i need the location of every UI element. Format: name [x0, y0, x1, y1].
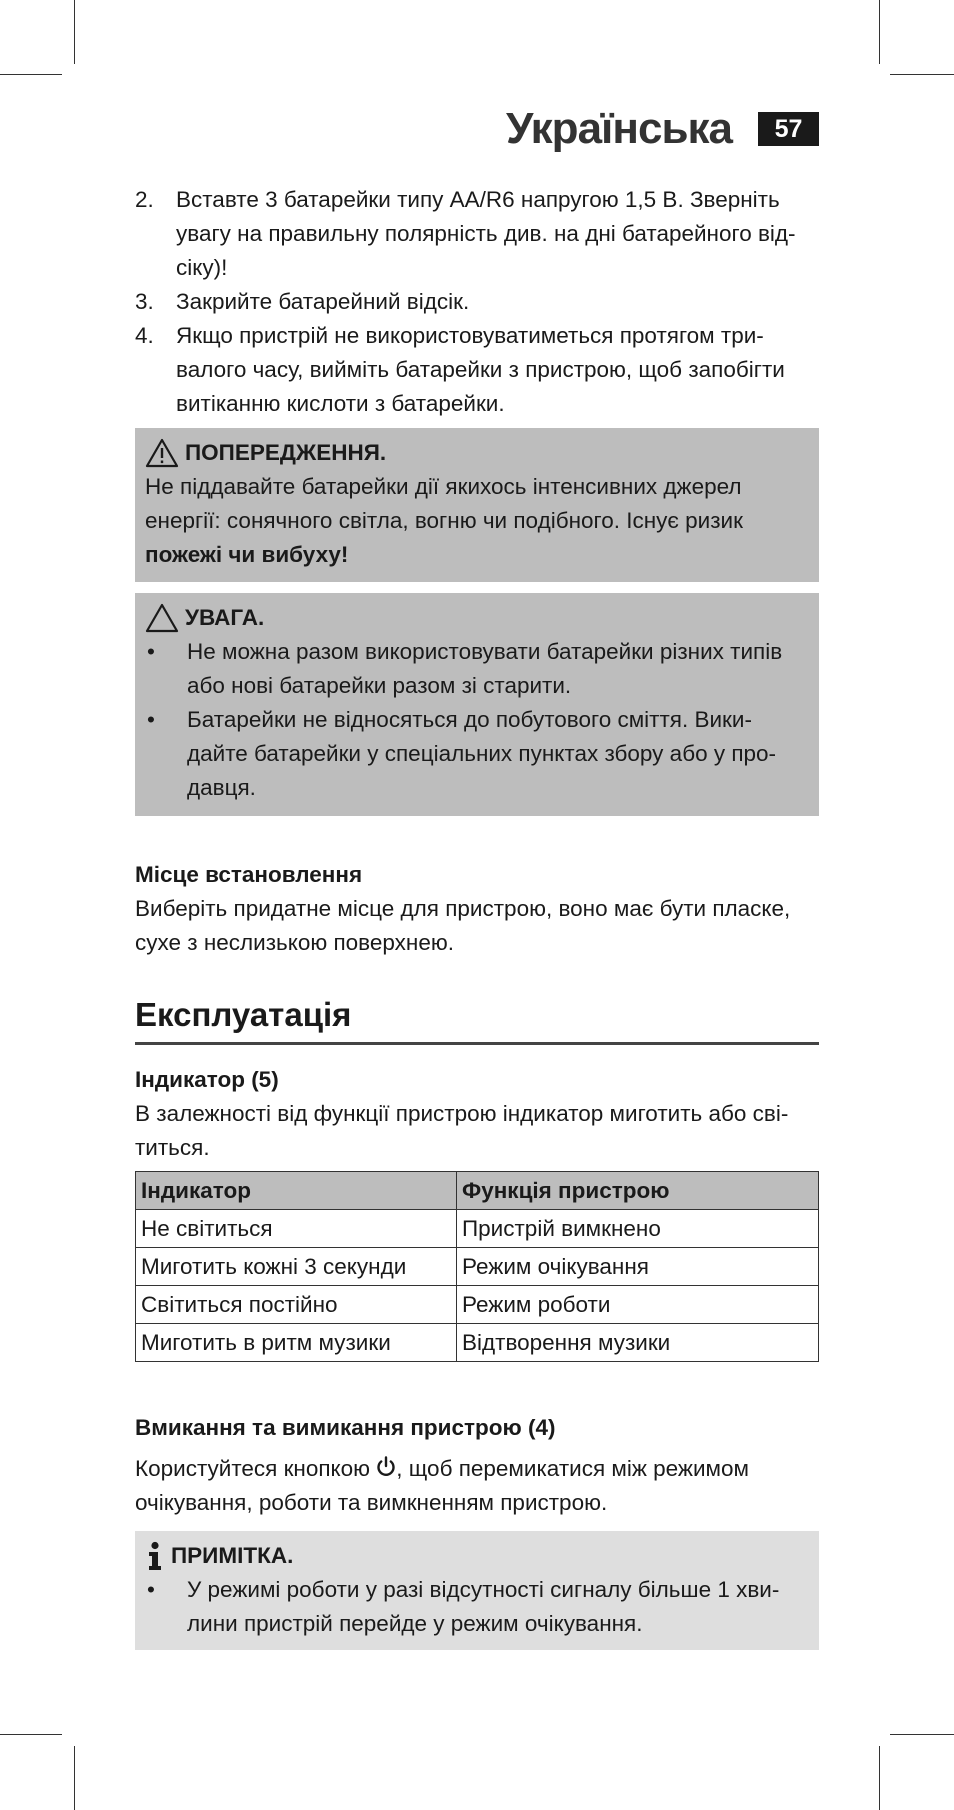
warning-triangle-icon: [145, 438, 179, 468]
note-title: ПРИМІТКА.: [145, 1539, 809, 1573]
list-item: 3. Закрийте батарейний відсік.: [135, 289, 470, 314]
warning-box: [135, 428, 819, 582]
caution-title: УВАГА.: [145, 601, 809, 635]
table-row: [136, 1286, 819, 1324]
table-cell: Режим роботи: [457, 1286, 819, 1324]
caution-triangle-icon: [145, 603, 179, 633]
power-icon: [376, 1456, 396, 1478]
indicator-table: [135, 1171, 819, 1362]
warning-title: ПОПЕРЕДЖЕННЯ.: [145, 436, 809, 470]
table-header: Індикатор: [136, 1172, 457, 1210]
table-cell: Не світиться: [136, 1210, 457, 1248]
crop-mark: [0, 1734, 62, 1735]
list-item: 2. Вставте 3 батарейки типу AA/R6 напругою 1,5 В. Зверніть увагу на правильну полярність див. на дні батарейного від-сіку)!: [135, 187, 796, 280]
table-row: [136, 1324, 819, 1362]
location-heading: Місце встановлення: [135, 862, 363, 887]
crop-mark: [0, 74, 62, 75]
note-list: [145, 1573, 809, 1641]
list-item: 4. Якщо пристрій не використовуватиметься протягом три-валого часу, вийміть батарейки з пристрою, щоб запобігти витіканню кислоти з батарейки.: [135, 323, 785, 416]
crop-mark: [74, 0, 75, 64]
list-item: • Батарейки не відносяться до побутового сміття. Вики-дайте батарейки у спеціальних пунктах збору або у про-давця.: [147, 707, 777, 800]
page-title: Українська: [505, 104, 732, 153]
page-header: [506, 104, 819, 154]
crop-mark: [890, 74, 954, 75]
list-item: • У режимі роботи у разі відсутності сигналу більше 1 хви-лини пристрій перейде у режим очікування.: [147, 1577, 780, 1636]
crop-mark: [879, 0, 880, 64]
table-cell: Світиться постійно: [136, 1286, 457, 1324]
table-row: [136, 1210, 819, 1248]
note-box: [135, 1531, 819, 1650]
table-cell: Миготить кожні 3 секунди: [136, 1248, 457, 1286]
table-cell: Пристрій вимкнено: [457, 1210, 819, 1248]
table-row: [136, 1248, 819, 1286]
power-heading: Вмикання та вимикання пристрою (4): [135, 1415, 556, 1440]
crop-mark: [890, 1734, 954, 1735]
table-header-row: [136, 1172, 819, 1210]
crop-mark: [879, 1746, 880, 1810]
location-text: Виберіть придатне місце для пристрою, воно має бути пласке, сухе з неслизькою поверхнею.: [135, 896, 791, 955]
warning-text: Не піддавайте батарейки дії якихось інтенсивних джерел енергії: сонячного світла, вогню чи подібного. Існує ризик пожежі чи вибуху!: [145, 474, 743, 567]
crop-mark: [74, 1746, 75, 1810]
steps-list: [135, 183, 819, 421]
table-cell: Миготить в ритм музики: [136, 1324, 457, 1362]
section-title: Експлуатація: [135, 992, 819, 1045]
list-item: • Не можна разом використовувати батарейки різних типів або нові батарейки разом зі старити.: [147, 639, 783, 698]
caution-box: [135, 593, 819, 816]
page-number: 57: [758, 112, 819, 146]
info-icon: [145, 1541, 165, 1571]
table-cell: Режим очікування: [457, 1248, 819, 1286]
caution-list: [145, 635, 809, 805]
table-cell: Відтворення музики: [457, 1324, 819, 1362]
indicator-text: В залежності від функції пристрою індикатор миготить або сві-титься.: [135, 1101, 789, 1160]
power-text: Користуйтеся кнопкою , щоб перемикатися між режимом очікування, роботи та вимкненням пристрою.: [135, 1456, 750, 1515]
indicator-heading: Індикатор (5): [135, 1067, 279, 1092]
table-header: Функція пристрою: [457, 1172, 819, 1210]
